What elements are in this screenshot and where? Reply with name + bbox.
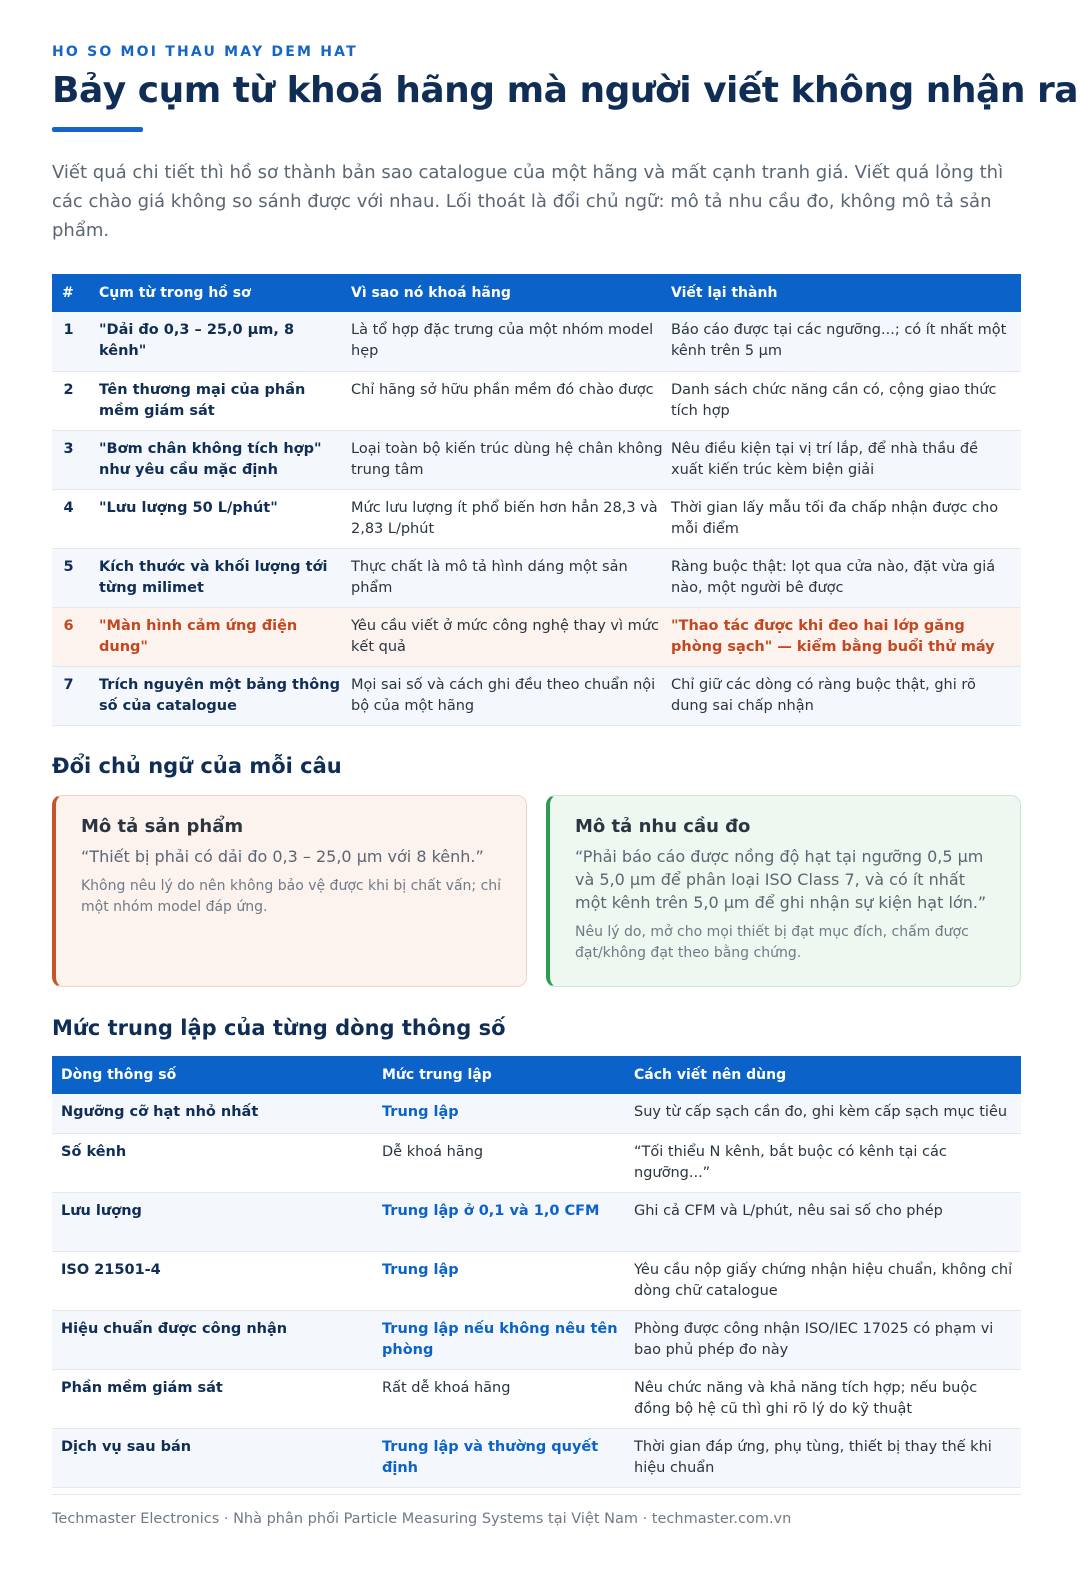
row-level: Trung lập [382, 1104, 459, 1120]
row-spec: Phần mềm giám sát [61, 1379, 223, 1396]
row-advice: Suy từ cấp sạch cần đo, ghi kèm cấp sạch mục tiêu [634, 1104, 1008, 1120]
row-rewrite: Chỉ giữ các dòng có ràng buộc thật, ghi rõ dung sai chấp nhận [671, 676, 976, 714]
row-phrase: Tên thương mại của phần mềm giám sát [99, 381, 306, 419]
row-advice: Phòng được công nhận ISO/IEC 17025 có phạm vi bao phủ phép đo này [634, 1320, 994, 1358]
table-row [52, 1369, 1021, 1428]
title-underline [52, 127, 143, 132]
table-row [52, 1133, 1021, 1192]
neutrality-table [52, 1056, 1021, 1488]
row-number: 7 [63, 676, 74, 693]
row-why: Loại toàn bộ kiến trúc dùng hệ chân không trung tâm [351, 440, 663, 478]
table-row [52, 1428, 1021, 1487]
section-heading-subject: Đổi chủ ngữ của mỗi câu [52, 754, 342, 778]
product-description-card [52, 795, 527, 987]
footer: Techmaster Electronics · Nhà phân phối Particle Measuring Systems tại Việt Nam · techmaster.com.vn [52, 1511, 792, 1527]
table-row [52, 489, 1021, 548]
row-spec: Lưu lượng [61, 1202, 142, 1219]
footer-divider [52, 1494, 1021, 1495]
row-level: Dễ khoá hãng [382, 1143, 484, 1160]
table-row [52, 1310, 1021, 1369]
row-advice: Nêu chức năng và khả năng tích hợp; nếu buộc đồng bộ hệ cũ thì ghi rõ lý do kỹ thuật [634, 1379, 978, 1417]
card-title: Mô tả sản phẩm [81, 816, 244, 837]
row-number: 6 [63, 617, 74, 634]
row-why: Mức lưu lượng ít phổ biến hơn hẳn 28,3 và 2,83 L/phút [351, 499, 658, 537]
row-rewrite: Báo cáo được tại các ngưỡng...; có ít nhất một kênh trên 5 µm [671, 322, 1007, 359]
col-header-rewrite: Viết lại thành [671, 274, 1021, 312]
neutrality-table-header [52, 1056, 1021, 1094]
row-why: Là tổ hợp đặc trưng của một nhóm model hẹp [351, 322, 654, 359]
row-number: 1 [63, 322, 74, 338]
row-why: Yêu cầu viết ở mức công nghệ thay vì mức kết quả [351, 617, 659, 655]
row-advice: Thời gian đáp ứng, phụ tùng, thiết bị thay thế khi hiệu chuẩn [634, 1438, 992, 1476]
col-header-advice: Cách viết nên dùng [634, 1056, 1021, 1094]
table-row [52, 607, 1021, 666]
row-spec: ISO 21501-4 [61, 1261, 161, 1278]
row-level: Trung lập [382, 1261, 459, 1278]
table-row [52, 312, 1021, 371]
row-rewrite: Ràng buộc thật: lọt qua cửa nào, đặt vừa giá nào, một người bê được [671, 558, 996, 596]
row-level: Rất dễ khoá hãng [382, 1379, 511, 1396]
row-rewrite: Nêu điều kiện tại vị trí lắp, để nhà thầu đề xuất kiến trúc kèm biện giải [671, 440, 979, 478]
card-title: Mô tả nhu cầu đo [575, 816, 751, 837]
card-note: Nêu lý do, mở cho mọi thiết bị đạt mục đích, chấm được đạt/không đạt theo bằng chứng. [575, 924, 969, 961]
row-spec: Hiệu chuẩn được công nhận [61, 1320, 288, 1337]
card-quote: “Phải báo cáo được nồng độ hạt tại ngưỡng 0,5 µm và 5,0 µm để phân loại ISO Class 7, và có ít nhất một kênh trên 5,0 µm để ghi nhận sự kiện hạt lớn.” [575, 847, 987, 912]
table-row [52, 548, 1021, 607]
row-phrase: "Lưu lượng 50 L/phút" [99, 499, 278, 516]
row-level: Trung lập và thường quyết định [382, 1438, 599, 1476]
row-level: Trung lập ở 0,1 và 1,0 CFM [382, 1202, 600, 1219]
row-phrase: Trích nguyên một bảng thông số của catalogue [99, 676, 340, 714]
row-number: 5 [63, 558, 74, 575]
row-level: Trung lập nếu không nêu tên phòng [382, 1320, 618, 1358]
phrases-table-header [52, 274, 1021, 312]
col-header-phrase: Cụm từ trong hồ sơ [99, 274, 351, 312]
table-row [52, 1192, 1021, 1251]
card-note: Không nêu lý do nên không bảo vệ được khi bị chất vấn; chỉ một nhóm model đáp ứng. [81, 878, 502, 915]
section-heading-neutral: Mức trung lập của từng dòng thông số [52, 1016, 506, 1040]
intro-paragraph: Viết quá chi tiết thì hồ sơ thành bản sao catalogue của một hãng và mất cạnh tranh giá. Viết quá lỏng thì các chào giá không so sánh được với nhau. Lối thoát là đổi chủ ngữ: mô tả nhu cầu đo, không mô tả sản phẩm. [52, 162, 1004, 241]
row-number: 4 [63, 499, 74, 516]
row-why: Thực chất là mô tả hình dáng một sản phẩm [351, 558, 628, 596]
col-header-spec: Dòng thông số [52, 1056, 382, 1094]
row-advice: “Tối thiểu N kênh, bắt buộc có kênh tại các ngưỡng...” [634, 1143, 947, 1181]
table-row [52, 1094, 1021, 1133]
row-phrase: "Màn hình cảm ứng điện dung" [99, 617, 298, 655]
row-advice: Ghi cả CFM và L/phút, nêu sai số cho phép [634, 1202, 943, 1219]
row-why: Chỉ hãng sở hữu phần mềm đó chào được [351, 381, 654, 398]
col-header-why: Vì sao nó khoá hãng [351, 274, 671, 312]
row-number: 2 [63, 381, 74, 398]
table-row [52, 666, 1021, 725]
row-why: Mọi sai số và cách ghi đều theo chuẩn nội bộ của một hãng [351, 676, 656, 714]
row-rewrite: Thời gian lấy mẫu tối đa chấp nhận được cho mỗi điểm [671, 499, 999, 537]
row-phrase: Kích thước và khối lượng tới từng milimet [99, 558, 328, 596]
row-spec: Dịch vụ sau bán [61, 1438, 192, 1455]
row-rewrite: "Thao tác được khi đeo hai lớp găng phòng sạch" — kiểm bằng buổi thử máy [671, 617, 995, 655]
col-header-num: # [52, 274, 99, 312]
row-spec: Số kênh [61, 1143, 127, 1160]
row-phrase: "Bơm chân không tích hợp" như yêu cầu mặc định [99, 440, 322, 478]
row-advice: Yêu cầu nộp giấy chứng nhận hiệu chuẩn, không chỉ dòng chữ catalogue [634, 1261, 1013, 1299]
row-rewrite: Danh sách chức năng cần có, cộng giao thức tích hợp [671, 381, 997, 419]
need-description-card [546, 795, 1021, 987]
table-row [52, 430, 1021, 489]
phrases-table [52, 274, 1021, 726]
table-row [52, 1251, 1021, 1310]
card-quote: “Thiết bị phải có dải đo 0,3 – 25,0 µm với 8 kênh.” [81, 847, 484, 866]
eyebrow: HO SO MOI THAU MAY DEM HAT [52, 44, 358, 60]
row-spec: Ngưỡng cỡ hạt nhỏ nhất [61, 1104, 259, 1120]
row-number: 3 [63, 440, 74, 457]
col-header-level: Mức trung lập [382, 1056, 634, 1094]
table-row [52, 371, 1021, 430]
row-phrase: "Dải đo 0,3 – 25,0 µm, 8 kênh" [99, 322, 295, 359]
page-title: Bảy cụm từ khoá hãng mà người viết không nhận ra [52, 70, 1079, 111]
